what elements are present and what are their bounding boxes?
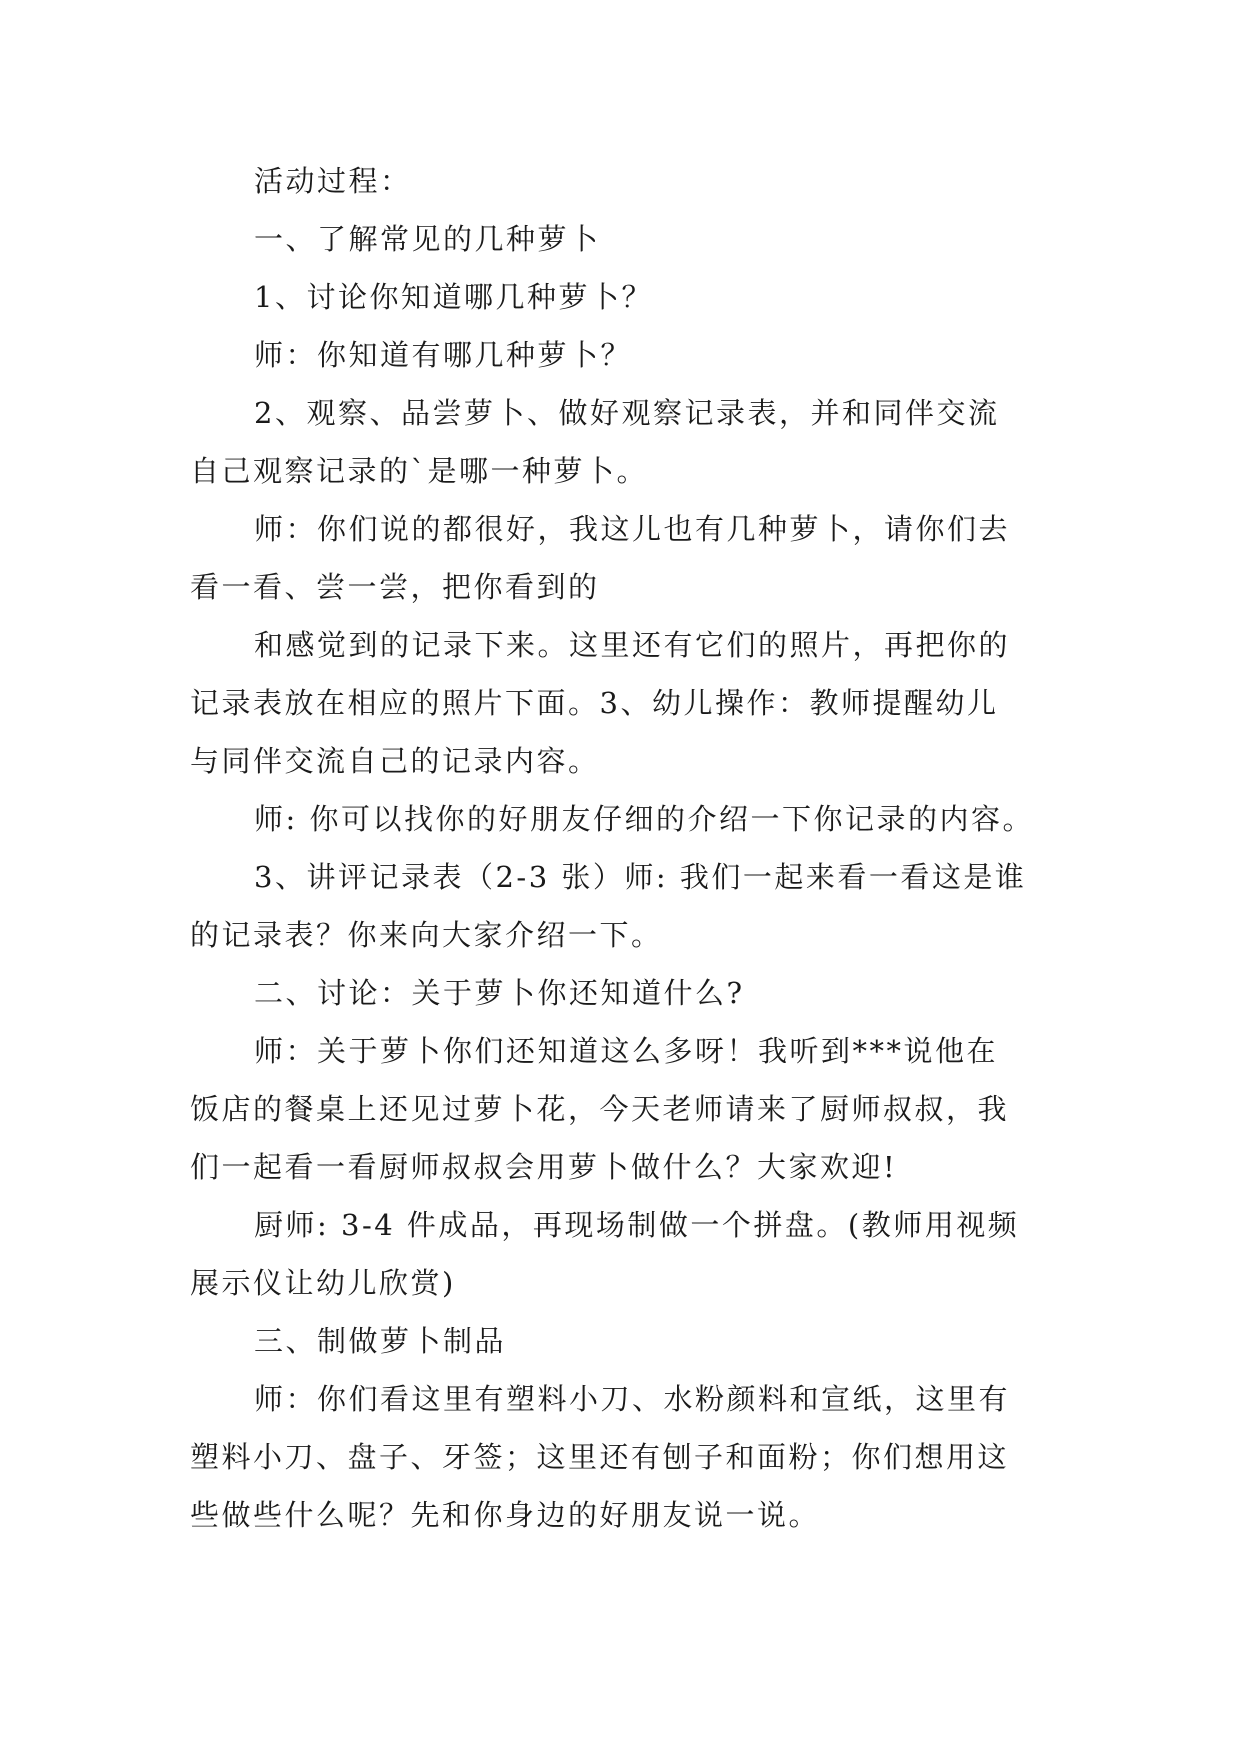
text-line: 1、讨论你知道哪几种萝卜？ xyxy=(254,280,653,314)
text-line: 和感觉到的记录下来。这里还有它们的照片，再把你的 xyxy=(254,628,1011,662)
text-line: 与同伴交流自己的记录内容。 xyxy=(190,744,600,778)
text-line: 师: 你可以找你的好朋友仔细的介绍一下你记录的内容。 xyxy=(254,802,1034,836)
section-heading: 三、制做萝卜制品 xyxy=(254,1324,507,1358)
text-line: 师：你们说的都很好，我这儿也有几种萝卜，请你们去 xyxy=(254,512,1011,546)
text-line: 师：你们看这里有塑料小刀、水粉颜料和宣纸，这里有 xyxy=(254,1382,1011,1416)
text-line: 自己观察记录的`是哪一种萝卜。 xyxy=(190,454,649,488)
section-heading: 二、讨论：关于萝卜你还知道什么? xyxy=(254,976,745,1010)
text-line: 展示仪让幼儿欣赏) xyxy=(190,1266,456,1300)
text-line: 2、观察、品尝萝卜、做好观察记录表，并和同伴交流 xyxy=(254,396,1000,430)
text-line: 们一起看一看厨师叔叔会用萝卜做什么？大家欢迎! xyxy=(190,1150,898,1184)
text-line: 师：关于萝卜你们还知道这么多呀！我听到***说他在 xyxy=(254,1034,999,1068)
document-body xyxy=(190,152,1051,1544)
text-line: 的记录表？你来向大家介绍一下。 xyxy=(190,918,663,952)
text-line: 活动过程： xyxy=(254,164,412,198)
text-line: 些做些什么呢？先和你身边的好朋友说一说。 xyxy=(190,1498,821,1532)
text-line: 看一看、尝一尝，把你看到的 xyxy=(190,570,600,604)
text-line: 饭店的餐桌上还见过萝卜花，今天老师请来了厨师叔叔，我 xyxy=(190,1092,1010,1126)
text-line: 记录表放在相应的照片下面。3、幼儿操作：教师提醒幼儿 xyxy=(190,686,999,720)
text-line: 3、讲评记录表（2-3 张）师: 我们一起来看一看这是谁 xyxy=(254,860,1027,894)
section-heading: 一、了解常见的几种萝卜 xyxy=(254,222,601,256)
text-line: 厨师: 3-4 件成品，再现场制做一个拼盘。(教师用视频 xyxy=(254,1208,1020,1242)
text-line: 师：你知道有哪几种萝卜？ xyxy=(254,338,633,372)
text-line: 塑料小刀、盘子、牙签；这里还有刨子和面粉；你们想用这 xyxy=(190,1440,1010,1474)
